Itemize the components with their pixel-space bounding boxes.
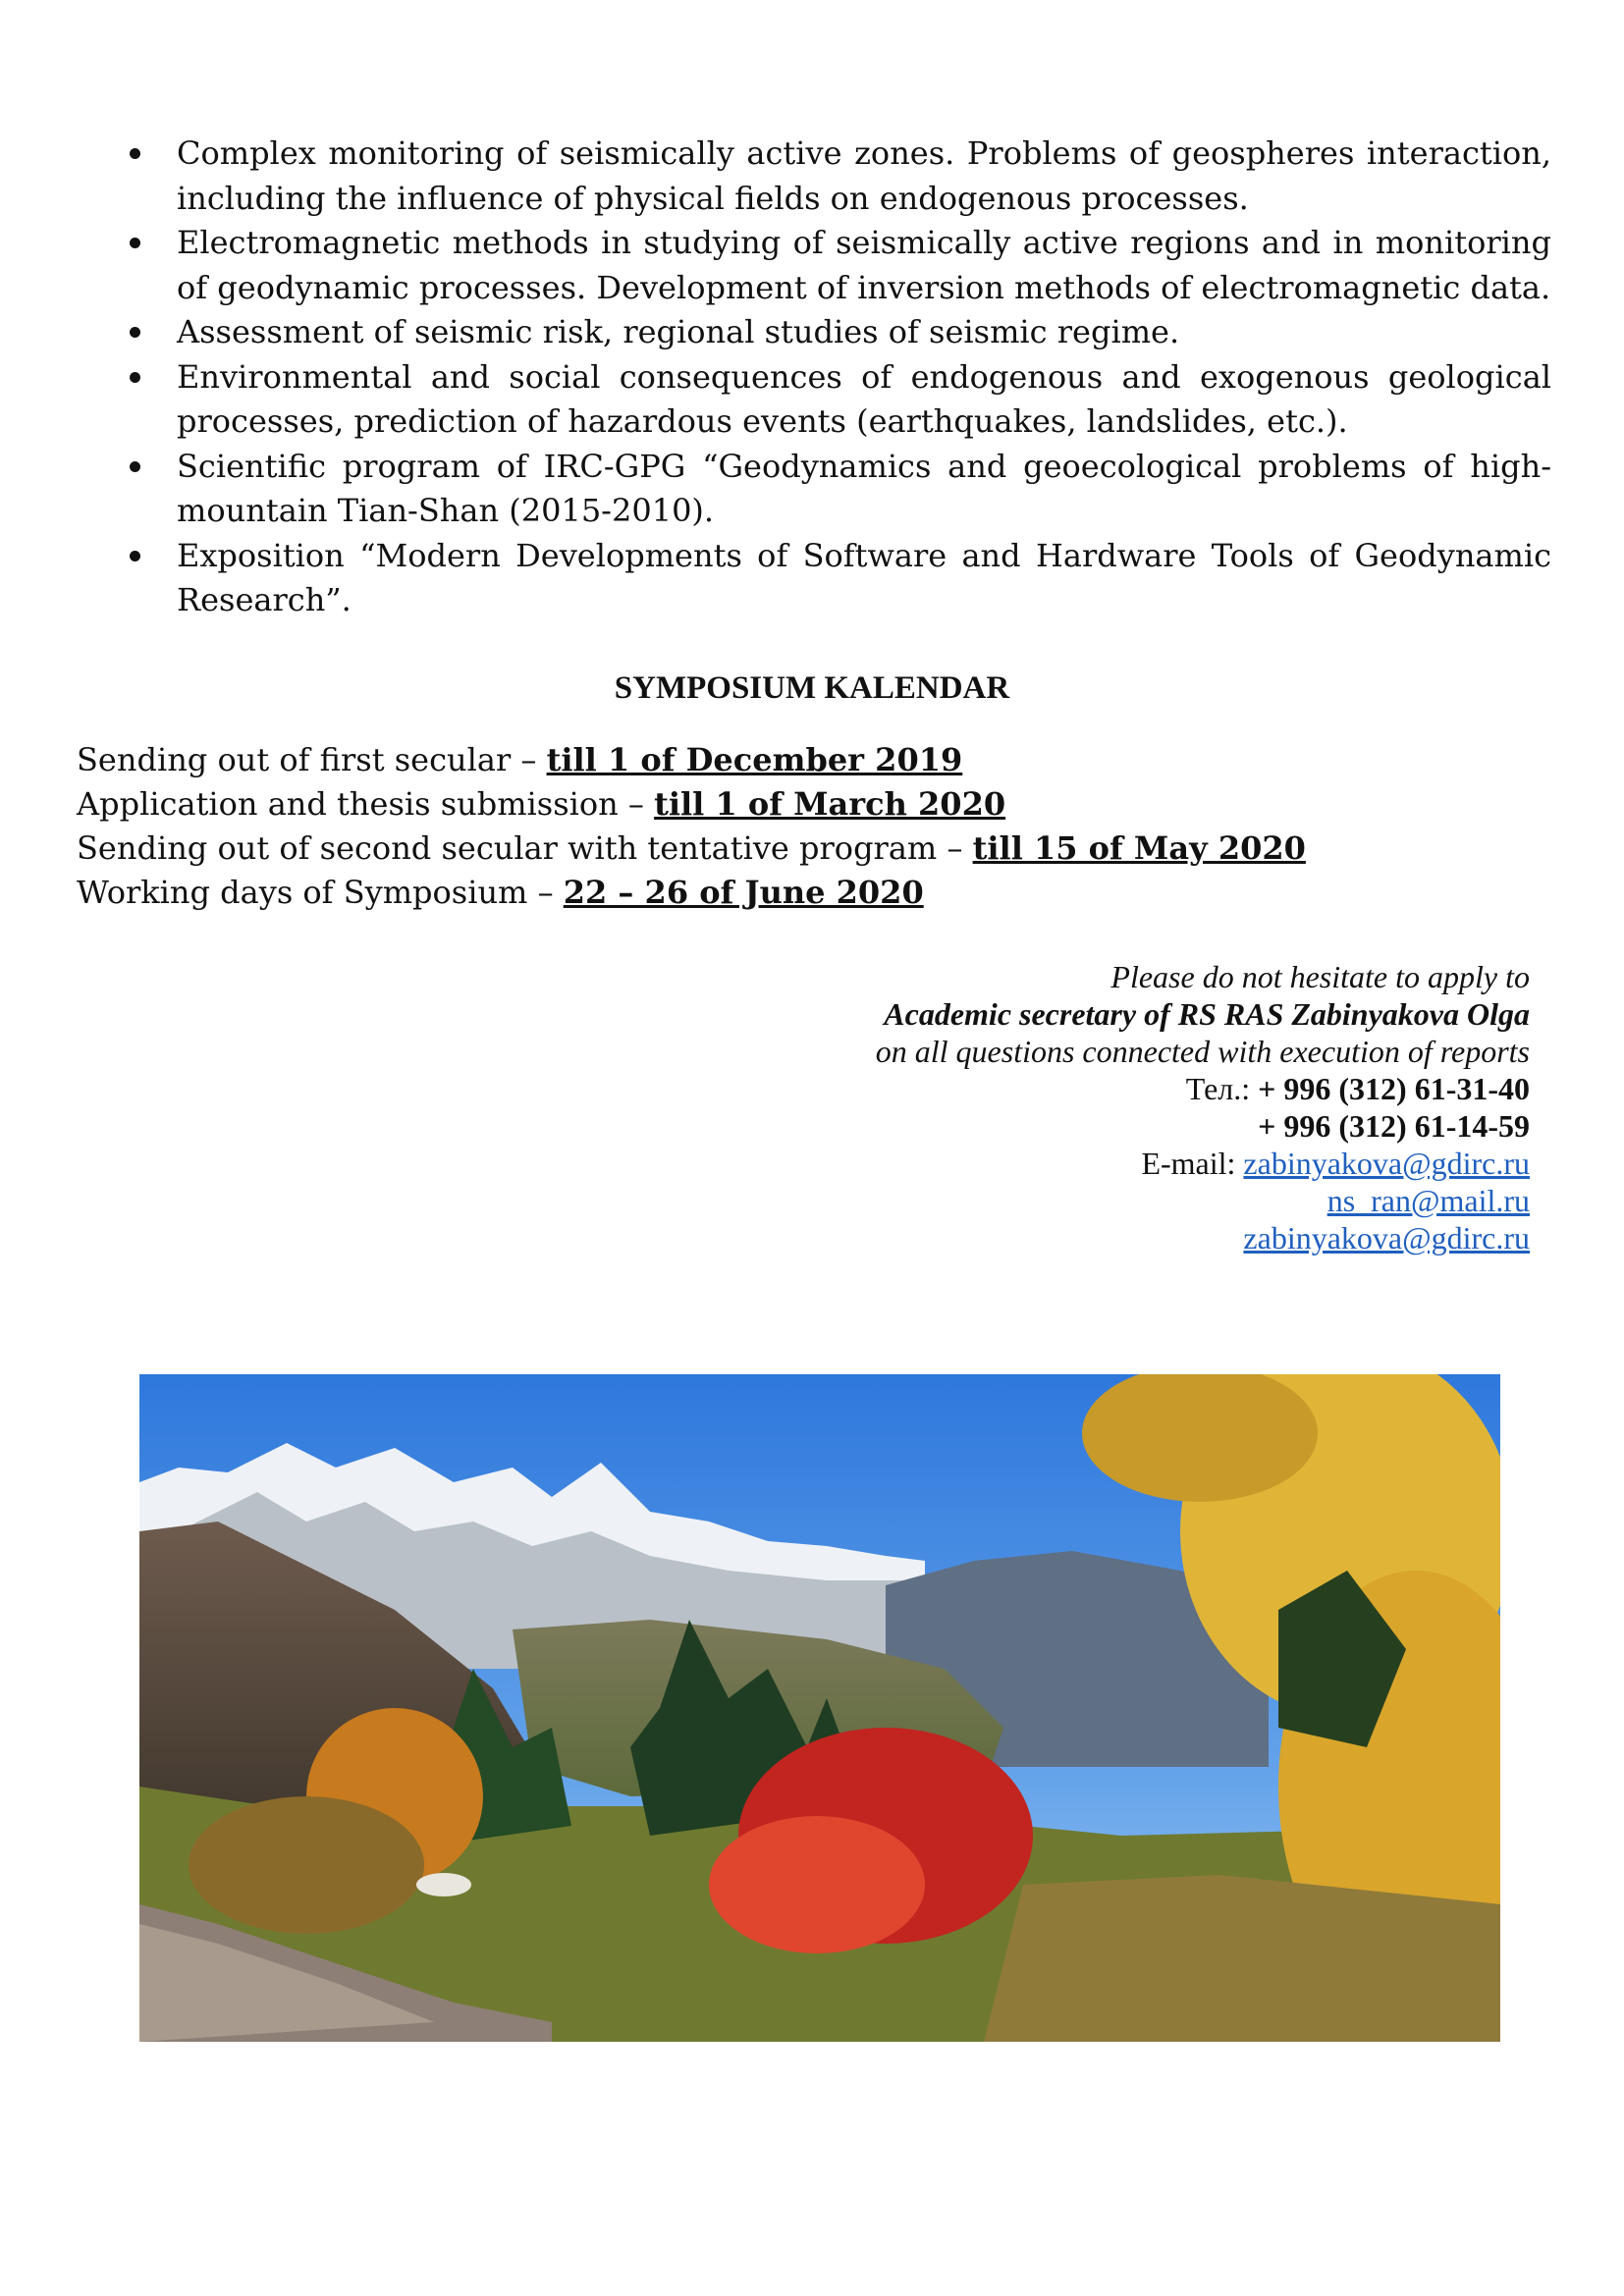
contact-intro: Please do not hesitate to apply to	[1110, 959, 1530, 994]
mountain-landscape-photo	[139, 1374, 1500, 2042]
calendar-date: till 15 of May 2020	[972, 829, 1306, 867]
topic-item	[118, 132, 1551, 221]
topic-text: Electromagnetic methods in studying of seismically active regions and in monitoring of geodynamic processes. Development of inversion methods of electromagnetic data.	[177, 224, 1551, 306]
topics-list	[118, 132, 1551, 623]
email-link[interactable]: ns_ran@mail.ru	[1326, 1183, 1530, 1218]
topic-text: Assessment of seismic risk, regional studies of seismic regime.	[177, 313, 1180, 350]
calendar-separator: –	[511, 741, 547, 778]
bullet-icon	[130, 148, 140, 159]
calendar-item	[77, 827, 1306, 871]
tel-label: Тел.:	[1185, 1071, 1259, 1106]
phone-number: + 996 (312) 61-31-40	[1258, 1071, 1530, 1106]
calendar-label: Working days of Symposium	[77, 874, 528, 911]
topic-item	[118, 221, 1551, 310]
calendar-item	[77, 871, 1306, 915]
topic-text: Scientific program of IRC-GPG “Geodynamics and geoecological problems of high-mountain Tian-Shan (2015-2010).	[177, 447, 1551, 529]
calendar-separator: –	[618, 785, 655, 823]
calendar-date: till 1 of March 2020	[654, 785, 1006, 823]
phone-line-2: + 996 (312) 61-14-59	[1258, 1108, 1530, 1144]
email-link[interactable]: zabinyakova@gdirc.ru	[1243, 1146, 1530, 1181]
bullet-icon	[130, 238, 140, 248]
calendar-item	[77, 738, 1306, 782]
calendar-item	[77, 782, 1306, 827]
calendar-list	[77, 738, 1306, 915]
topic-item	[118, 310, 1551, 355]
bullet-icon	[130, 551, 140, 561]
bullet-icon	[130, 372, 140, 383]
calendar-separator: –	[937, 829, 973, 867]
email-line-1	[876, 1145, 1530, 1182]
email-line-2	[876, 1182, 1530, 1219]
calendar-label: Sending out of second secular with tentative program	[77, 829, 938, 867]
topic-text: Exposition “Modern Developments of Software and Hardware Tools of Geodynamic Research”.	[177, 536, 1551, 618]
topic-text: Environmental and social consequences of endogenous and exogenous geological processes, prediction of hazardous events (earthquakes, landslides, etc.).	[177, 357, 1551, 440]
calendar-separator: –	[527, 874, 564, 911]
calendar-date: till 1 of December 2019	[546, 741, 963, 778]
topic-item	[118, 355, 1551, 445]
calendar-label: Application and thesis submission	[77, 785, 619, 823]
topic-item	[118, 534, 1551, 623]
contact-purpose: on all questions connected with execution of reports	[875, 1034, 1530, 1069]
email-line-3	[876, 1219, 1530, 1256]
phone-line-1	[876, 1070, 1530, 1107]
calendar-label: Sending out of first secular	[77, 741, 512, 778]
calendar-heading: SYMPOSIUM KALENDAR	[614, 670, 1010, 706]
bullet-icon	[130, 327, 140, 338]
calendar-date: 22 – 26 of June 2020	[563, 874, 924, 911]
contact-person: Academic secretary of RS RAS Zabinyakova Olga	[884, 996, 1530, 1032]
topic-text: Complex monitoring of seismically active zones. Problems of geospheres interaction, including the influence of physical fields on endogenous processes.	[177, 134, 1551, 217]
bullet-icon	[130, 461, 140, 472]
email-label: E-mail:	[1141, 1146, 1244, 1181]
email-link[interactable]: zabinyakova@gdirc.ru	[1243, 1220, 1530, 1255]
topic-item	[118, 445, 1551, 534]
contact-block	[876, 958, 1530, 1256]
